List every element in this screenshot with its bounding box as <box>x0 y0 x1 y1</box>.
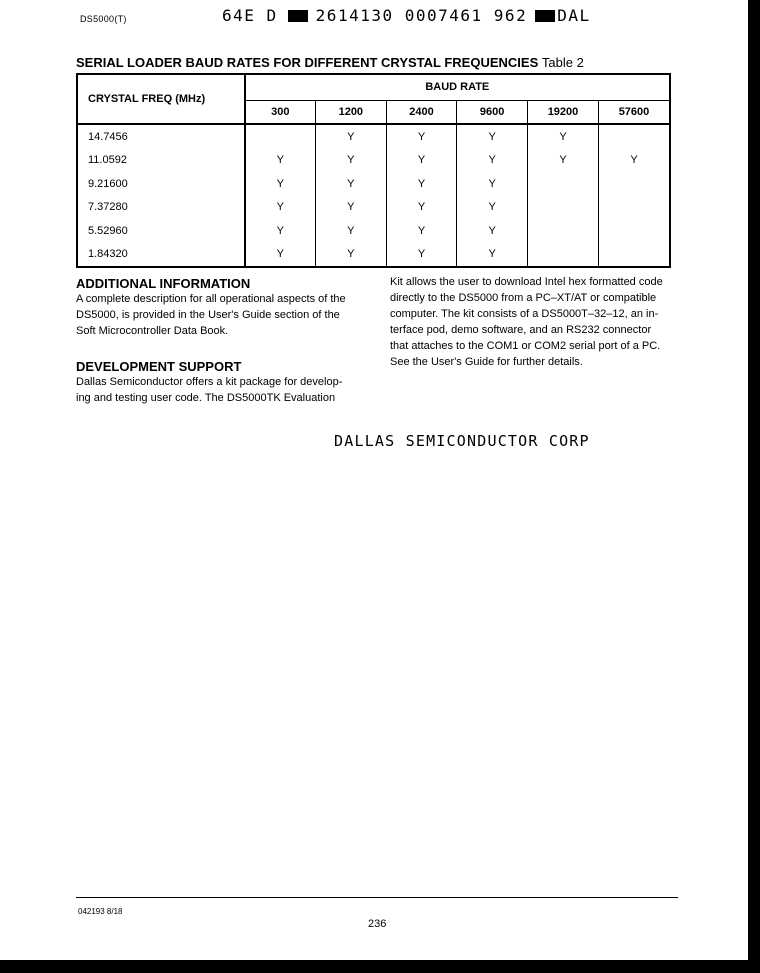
baud-rate-header: 9600 <box>457 100 528 124</box>
support-cell: Y <box>315 219 386 243</box>
scan-stamp <box>222 6 591 25</box>
support-cell: Y <box>457 196 528 220</box>
support-cell: Y <box>386 124 457 149</box>
support-cell <box>528 172 599 196</box>
support-cell: Y <box>276 201 284 214</box>
stamp-codes: 2614130 0007461 962 <box>315 6 528 25</box>
additional-info-line: A complete description for all operational aspects of the <box>76 293 346 305</box>
support-cell: Y <box>276 154 284 167</box>
development-support-line: that attaches to the COM1 or COM2 serial port of a PC. <box>390 340 661 352</box>
support-cell <box>528 196 599 220</box>
table-row <box>77 243 670 268</box>
support-cell: Y <box>457 172 528 196</box>
support-cell <box>245 124 316 149</box>
support-cell: Y <box>528 124 599 149</box>
redaction-block <box>535 10 555 22</box>
table-row <box>77 124 670 149</box>
development-support-line: Dallas Semiconductor offers a kit package for develop- <box>76 376 343 388</box>
table-title <box>76 55 584 70</box>
additional-info-line: DS5000, is provided in the User's Guide section of the <box>76 309 340 321</box>
freq-cell: 11.0592 <box>77 149 245 173</box>
support-cell: Y <box>386 149 457 173</box>
support-cell: Y <box>315 243 386 268</box>
support-cell <box>598 219 670 243</box>
left-column <box>76 276 366 406</box>
support-cell: Y <box>528 149 599 173</box>
additional-info-line: Soft Microcontroller Data Book. <box>76 325 229 337</box>
development-support-line: Kit allows the user to download Intel hex formatted code <box>390 276 663 288</box>
doc-code: 042193 8/18 <box>78 907 123 916</box>
development-support-line: terface pod, demo software, and an RS232 connector <box>390 324 652 336</box>
support-cell: Y <box>315 149 386 173</box>
baud-rate-header: 2400 <box>386 100 457 124</box>
table-title-text: SERIAL LOADER BAUD RATES FOR DIFFERENT CRYSTAL FREQUENCIES <box>76 55 539 70</box>
additional-info-heading: ADDITIONAL INFORMATION <box>76 276 251 291</box>
support-cell <box>598 124 670 149</box>
support-cell: Y <box>315 172 386 196</box>
right-column <box>390 274 680 370</box>
table-row <box>77 172 670 196</box>
redaction-block <box>288 10 308 22</box>
development-support-line: See the User's Guide for further details. <box>390 356 583 368</box>
development-support-line: computer. The kit consists of a DS5000T–32–12, an in- <box>390 308 659 320</box>
freq-cell: 1.84320 <box>77 243 245 268</box>
baud-rate-header: 57600 <box>598 100 670 124</box>
table-row <box>77 196 670 220</box>
baud-rate-header: 1200 <box>315 100 386 124</box>
freq-cell: 9.21600 <box>77 172 245 196</box>
support-cell: Y <box>315 124 386 149</box>
footer-divider <box>76 897 678 898</box>
freq-cell: 14.7456 <box>77 124 245 149</box>
stamp-right: DAL <box>557 6 591 25</box>
support-cell <box>598 196 670 220</box>
development-support-heading: DEVELOPMENT SUPPORT <box>76 359 242 374</box>
part-id: DS5000(T) <box>80 14 127 24</box>
support-cell: Y <box>386 243 457 268</box>
freq-cell: 7.37280 <box>77 196 245 220</box>
freq-cell: 5.52960 <box>77 219 245 243</box>
development-support-line: ing and testing user code. The DS5000TK Evaluation <box>76 392 336 404</box>
table-row <box>77 149 670 173</box>
support-cell <box>598 172 670 196</box>
development-support-line: directly to the DS5000 from a PC–XT/AT or compatible <box>390 292 657 304</box>
stamp-left: 64E D <box>222 6 278 25</box>
support-cell: Y <box>386 172 457 196</box>
support-cell: Y <box>598 149 670 173</box>
support-cell: Y <box>457 149 528 173</box>
support-cell: Y <box>457 124 528 149</box>
support-cell <box>528 243 599 268</box>
baud-rate-table <box>76 73 671 268</box>
support-cell <box>528 219 599 243</box>
page-number: 236 <box>368 918 387 930</box>
table-row <box>77 219 670 243</box>
support-cell: Y <box>457 243 528 268</box>
support-cell <box>598 243 670 268</box>
baud-rate-header: 19200 <box>528 100 599 124</box>
scan-border-bottom <box>0 960 760 973</box>
freq-header: CRYSTAL FREQ (MHz) <box>77 74 245 124</box>
scan-border-right <box>748 0 760 973</box>
support-cell: Y <box>386 196 457 220</box>
typed-company-name: DALLAS SEMICONDUCTOR CORP <box>334 432 590 450</box>
support-cell: Y <box>276 177 284 190</box>
table-number: Table 2 <box>541 55 584 70</box>
baud-header: BAUD RATE <box>245 74 670 100</box>
support-cell: Y <box>276 224 284 237</box>
support-cell: Y <box>457 219 528 243</box>
support-cell: Y <box>315 196 386 220</box>
support-cell: Y <box>276 248 284 261</box>
support-cell: Y <box>386 219 457 243</box>
baud-rate-header: 300 <box>245 100 316 124</box>
